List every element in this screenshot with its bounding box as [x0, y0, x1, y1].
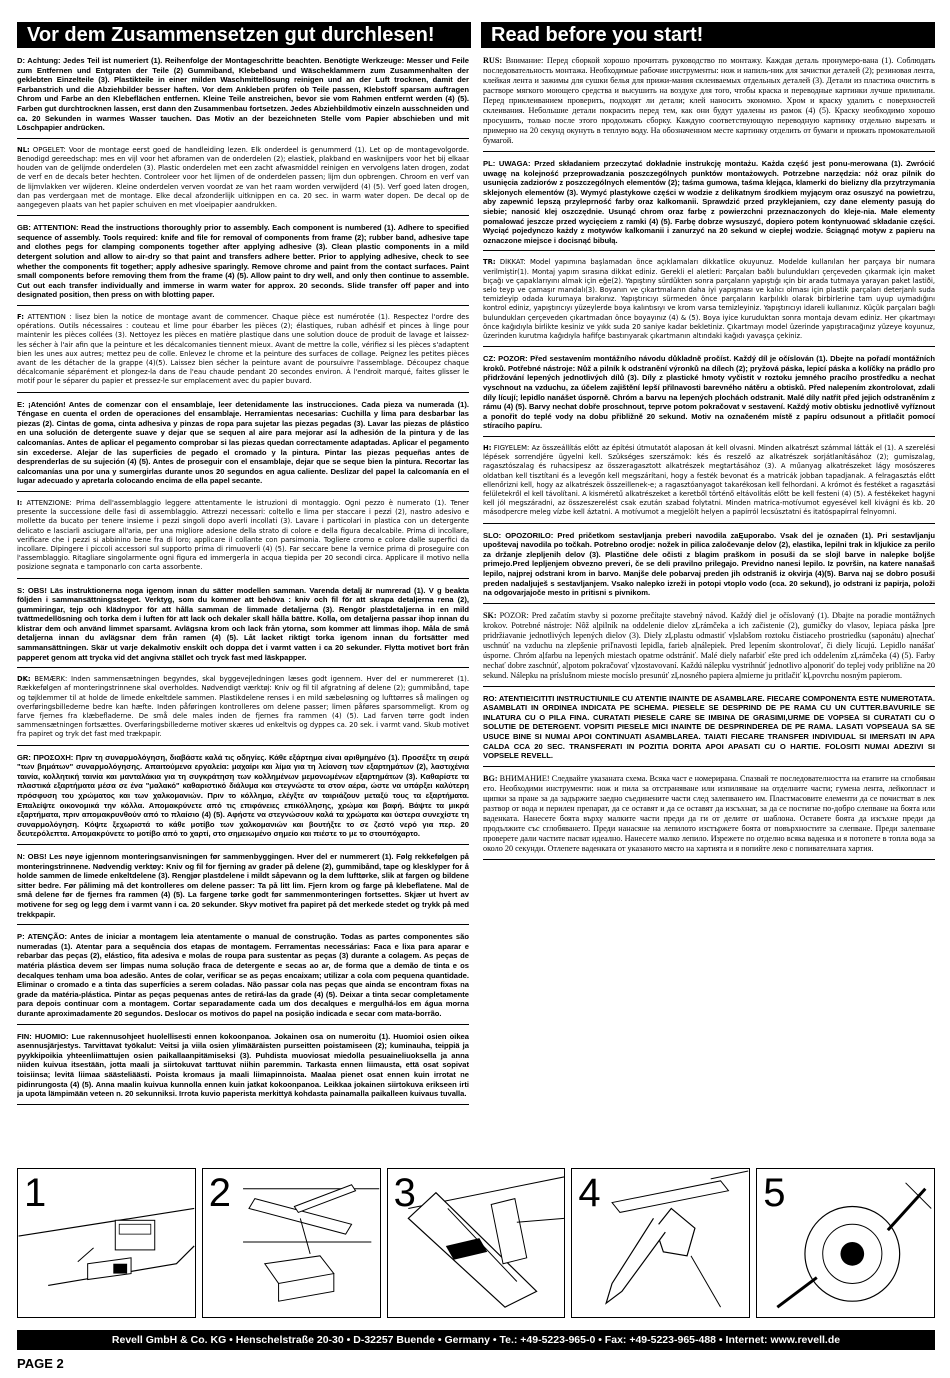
instruction-block-fin [17, 1032, 469, 1105]
language-code: GB: [17, 223, 31, 233]
instruction-block-e [17, 400, 469, 492]
language-code: FIN: [17, 1031, 32, 1041]
language-code: BG: [483, 773, 498, 783]
step-2-number: 2 [208, 1171, 232, 1215]
instruction-text: ATTENTION: Read the instructions thoroughly prior to assembly. Each component is numbered (1). Adhere to specified sequence of assembly. Tools required: knife and file for removal of components from frame (2); rubber band, adhesive tape and clothes pegs for clamping components together after applying adhesive (3). Clean plastic components in a mild detergent solution and allow to air-dry so that paint and transfers adhere better. Prior to applying adhesive, check to see whether the components fit together; apply adhesive sparingly. Remove chrome and paint from the contact surfaces. Paint small components before removing them from the frame (4) (5). Allow paint to dry well, and only then continue to assemble. Cut out each transfer individually and immerse in warm water for approx. 20 seconds. Slide transfer off paper and into designated position, then press on with blotting paper. [17, 223, 469, 300]
page-header [17, 22, 935, 48]
instruction-text: ATTENTION : lisez bien la notice de montage avant de commencer. Chaque pièce est numérotée (1). Respectez l'ordre des opérations. Outils nécessaires : couteau et lime pour ébarber les pièces (2); élastiques, ruban adhésif et pinces à linge pour maintenir les pièces collées (3). Nettoyez les pièces en matière plastique dans une solution douce de produit de lavage et laissez-les sécher à l'air afin que la peinture et les décalcomanies tiennent mieux. Avant de mettre la colle, vérifiez si les pièces s'adaptent bien les unes aux autres; mettez peu de colle. Enlevez le chrome et la peinture des surfaces de collage. Peignez les petites pièces avant de les détacher de la grappe (4)(5). Laissez bien sécher la peinture avant de poursuivre l'assemblage. Découpez chaque décalcomanie séparément et plongez-la dans de l'eau chaude pendant 20 secondes environ. À l'endroit marqué, faites glisser le motif pour le séparer du papier et pressez-le sur emplacement avec du papier buvard. [17, 312, 469, 386]
instruction-text: ATTENZIONE: Prima dell'assemblaggio leggere attentamente le istruzioni di montaggio. Ogni pezzo è numerato (1). Tener presente la successione delle fasi di assemblaggio. Attrezzi necessari: coltello e lima per staccare i pezzi (2), nastro adesivo e mollette da bucato per tenere insieme i pezzi singoli dopo averli incollati (3). Lavare i particolari in plastica con un detergente delicato e lasciarli asciugare all'aria, per una migliore adesione della strato di colore e della figura decalcabile. Prima di incollare, verificare che i pezzi si abbinino bene fra di loro; applicare il collante con parsimonia. Togliere cromo e colore dalle superfici da incollare. Dipingere i piccoli accessori sul supporto prima di rimuoverli (4) (5). Far seccare bene la vernice prima di proseguire con l'assemblaggio. Ritagliare singolarmente ogni figura ed immergerla in acqua tiepida per 20 secondi circa. Applicare il motivo nella posizione segnata e tamponarlo con carta assorbente. [17, 498, 469, 572]
instruction-block-p [17, 932, 469, 1024]
header-left-title: Vor dem Zusammensetzen gut durchlesen! [17, 22, 471, 48]
step-4-number: 4 [578, 1171, 601, 1215]
deburring-tools-icon [203, 1169, 380, 1317]
clamping-parts-icon [388, 1169, 565, 1317]
painting-on-sprue-icon [572, 1169, 749, 1317]
language-code: P: [17, 932, 25, 942]
step-5-number: 5 [763, 1171, 786, 1215]
company-footer: Revell GmbH & Co. KG • Henschelstraße 20-30 • D-32257 Buende • Germany • Te.: +49-5223-965-0 • Fax: +49-5223-965-488 • Internet: www.revell.de [17, 1330, 935, 1350]
instruction-text: OBS! Les nøye igjennom monteringsanvisningen før sammenbyggingen. Hver del er nummerert (1). Følg rekkefølgen på monteringstrinnene. Nødvendig verktøy: Kniv og fil for fjerning av grader på delene (2), gummibånd, tape og klesklyper for å holde sammen de limede enkeltdelene (3). Rengjør plastdelene i mildt såpevann og la dem lufttørke, slik at fargen og bildene sitter bedre. Før påliming må det kontrolleres om delene passer: Ta på litt lim. Fjern krom og farge på klebeflatene. Mal de små delene før de fjernes fra rammen (4) (5). La fargene tørke godt før sammenmonteringen fortsettes. Skjær ut hvert av motivene for seg og legg dem i varmt vann i ca. 20 sekunder. Skyv motivet fra papiret på det merkede stedet og trykk på med trekkpapir. [17, 852, 469, 919]
instruction-text: ВНИМАНИЕ! Следвайте указаната схема. Всяка част е номерирана. Спазвай те последователността на етапите на сглобяван ето. Необходими инструменти: нож и пила за отстраняване или изпиляване на отделните части; гумена лента, лейкопласт и щипки за пране за да задържите заедно съединените части след залепването им. Пластмасовите елементи да се почистват в лек разтвор от вода и перилен препарат, да се оставят и да се оставят да изсъхнат, за да се постигне по-добро слепване на боята или ваденката. Нанесете боята върху малките части преди да ги от делите от шаблона. Оставете боята да изсъхне преди да продължите със сглобяването. Преди нанасяне на лепилото изстържете боята от повърхностите за слепване. Преди залепване проверете дали частите пасват идеално. Нанесете малко лепило. Изрежете по отделно всяка ваденка и я потопете в топла вода за около 20 секунди. Отлепете ваденката от указаното място на хартията и я попийте леко с попивателната хартия. [483, 773, 935, 853]
instruction-block-slo [483, 531, 935, 604]
paint-detail-icon [757, 1169, 934, 1317]
right-language-column [483, 56, 935, 1158]
step-5-panel [756, 1168, 935, 1318]
instruction-block-f [17, 313, 469, 393]
language-code: DK: [17, 675, 31, 684]
language-code: H: [483, 443, 492, 452]
instruction-block-ro [483, 694, 935, 767]
illustration-steps [17, 1168, 935, 1318]
left-language-column [17, 56, 469, 1158]
instruction-text: POZOR: Před sestavením montážního návodu důkladně pročíst. Každý díl je očíslován (1). Dbejte na pořadí montážních kroků. Potřebné nástroje: Nůž a pilník k odstranění výronků na dílech (2); pryžová páska, lepicí páska a kolíčky na prádlo pro přidržování lepených jednotlivých dílů (3). Díly z plastické hmoty vyčistit v roztoku jemného pracího prostředku a nechat vyschnout na vzduchu, za účelem zajištění lepší přilnavosti barevného nátěru a obtisků. Před nalepením zkontrolovat, zdali díly lícují; lepidlo nanášet úsporně. Chróm a barvu na lepených plochách odstranit. Malé díly natřít před jejich odstraněním z rámu (4) (5). Barvy nechat dobře proschnout, teprve potom pokračovat v sestavení. Každý motiv obtisku jednotlivě vyříznout a ponořit do teplé vody na dobu přibližně 20 sekund. Motiv na označeném místě z papíru odsunout a přitlačit pomocí stíracího papíru. [483, 354, 935, 431]
instruction-block-nl [17, 146, 469, 216]
step-3-number: 3 [393, 1171, 416, 1215]
step-1-panel [17, 1168, 196, 1318]
instruction-text: Achtung: Jedes Teil ist numeriert (1). Reihenfolge der Montageschritte beachten. Benötigte Werkzeuge: Messer und Feile zum Entfernen und Entgraten der Teile (2) Gummiband, Klebeband und Wäscheklammern zum Zusammenhalten der geklebten Einzelteile (3). Plastikteile in einer milden Waschmittellösung reinigen und an der Luft trocknen, damit der Farbanstrich und die Abziehbilder besser haften. Vor dem Ankleben prüfen ob Teile passen, Klebstoff sparsam auftragen Chrom und Farbe an den Klebeflächen entfernen. Kleine Teile anstreichen, bevor sie vom Rahmen entfernt werden (4) (5). Farben gut durchtrocknen lassen, erst dann den Zusammenbau fortsetzen. Jedes Abziehbildmotiv einzeln ausschneiden und ca. 20 Sekunden in warmes Wasser tauchen. Das Motiv an der bezeichneten Stelle vom Papier abschieben und mit Löschpapier andrücken. [17, 56, 469, 133]
language-code: GR: [17, 752, 31, 762]
instruction-block-i [17, 499, 469, 579]
instruction-text: POZOR: Pred začatím stavby si pozorne prečítajte stavebný návod. Každý diel je očíslovaný (1). Dbajte na poradie montážnych krokov. Potrebné nástroje: Nôž aļpilník na oddelenie dielov zĻrámčeka a ich začistenie (2), gumičky do vlasov, lepiaca páska ļpre pridržiavanie jednotlivých lepených dielov (3). Diely zĻplastu odmastiť vļslabšom roztoku čistiaceho prostriedku (saponátu) aļnechať uschnúť na vzduchu na zlepšenie priľnavosti lepidla, farieb aļnálepiek. Pred lepením skontrolovať, či diely lícujú. Lepidlo nanášať úsporne. Chróm aļfarbu na lepených miestach opatrne odstrániť. Malé diely nafarbiť ešte pred ich oddelením zĻrámčeka (4) (5). Farby nechať dobre zaschnúť, aļpotom pokračovať vļzostavovaní. Každú nálepku vystrihnúť jednotlivo aļponoriť do teplej vody približne na 20 sekund. Nálepku na príslušnom mieste mocíslo presunúť zĻnosného papiera aļmierne ju pritlačiť kĻpovrchu nosným papierom. [483, 610, 935, 680]
instruction-block-pl [483, 159, 935, 251]
instruction-block-cz [483, 354, 935, 437]
instruction-block-gr [17, 753, 469, 845]
header-right-title: Read before you start! [481, 22, 935, 48]
language-code: PL: [483, 159, 496, 168]
instruction-text: BEMÆRK: Inden sammensætningen begyndes, skal byggevejledningen læses godt igennem. Hver del er nummereret (1). Rækkefølgen af monteringstrinnene skal overholdes. Nødvendigt værktøj: Kniv og fil til afgratning af delene (2); gummibånd, tape og tøjklemmer til at holde de limede enkeltdele sammen. Plastikdelene renses i en mild sæbeløsning og lufttørres så malingen og overføringsbillederne bedre kan hæfte. Inden påføringen kontrolleres om delene passer; limen påføres sparsommeligt. Krom og farve fjernes fra klæbefladerne. De små dele males inden de fjernes fra rammen (4) (5). Lad farven tørre godt inden sammensætningen fortsættes. Overføringsbillederne motiver skæres ud enkeltvis og dyppes ca. 20 sek. i varmt vand. Skub motivet fra papiret og tryk det fast med trækpapir. [17, 675, 469, 739]
language-code: E: [17, 399, 25, 409]
instruction-text: HUOMIO: Lue rakennusohjeet huolellisesti ennen kokoonpanoa. Jokainen osa on numeroitu (1). Huomioi osien oikea asennusjärjestys. Tarvittavat työkalut: Veitsi ja viila osien ylimääräisten purseitten poistamiseen (2); kuminauha, teippiä ja pyykkipoikia yhteenliimattujen osien paikallaanpitämiseksi (3). Puhdista muoviosat miedolla pesuaineliuoksella ja anna niiden kuivua itsestään, jotta maali ja siirtokuvat tarttuvat niihin paremmin. Tarkasta ennen liimausta, että osat sopivat toisiinsa; levitä liimaa säästeliäästi. Poista kromaus ja maali liimapinnoista. Maalaa pienet osat ennen kuin irrotat ne pidinrungosta (4) (5). Anna maalin kuivua kunnolla ennen kuin jatkat kokoonpanoa. Leikkaa jokainen siirtokuva erikseen irti ja upota lämpimään veteen n. 20 sekunniksi. Irrota kuvio paperista merkittyä kohdasta painamalla paikalleen kuivaus tuvalla. [17, 1031, 469, 1099]
language-code: I: [17, 498, 23, 507]
instruction-block-sk [483, 611, 935, 687]
instruction-text: OPOZORILO: Pred pričetkom sestavljanja preberi navodila zaĘuporabo. Vsak del je označen (1). Pri sestavljanju upoštevaj navodila po točkah. Potrebno orodje: nožek in pilica zaločevanje delov (2), elastika, lepilni trak in kljukice za perilo za držanje zlepljenih delov (3). Plastične dele očisti z blagim praškom in posuši da se slojl barve in nalepke boljše primejo.Pred lepljenjem obvezno preveri, če se deli pravilno prilegajo. Previdno nanesi lepilo. Iz površin, na katere nanašaš lepilo, najprej odstrani krom in barvo. Manjše dele pobarvaj preden jih odstraniš iz okvirja (4)(5). Barva naj se dobro posuši preden nadaljuješ s sestavljanjem. Vsako nalepko izreži in potopi vtoplo vodo (cca. 20 sekund), jo odstrani iz papirja, položi na odgovarjajoče mesto in pritisni s pivnikom. [483, 530, 935, 598]
instruction-text: ΠΡΟΣΟΧΗ: Πριν τη συναρμολόγηση, διαβάστε καλά τις οδηγίες. Κάθε εξάρτημα είναι αριθμημένο (1). Προσέξτε τη σειρά "των βημάτων" συναρμολόγησης. Απαιτούμενα εργαλεία: μαχαίρι και λίμα για τη λείανση των εξαρτημάτων (2), λαστιχένια ταινία, κολλητική ταινία και μανταλάκια για τη συγκράτηση των κολλημένων μεμονωμένων εξαρτημάτων (3). Καθαρίστε τα πλαστικά εξαρτήματα μέσα σε ένα "μαλακό" καθαριστικό διάλυμα και στεγνώστε τα στον αέρα, ώστε να υπάρξει καλύτερη πρόσφυση του χρώματος και των χαλκομανιών. Πριν το κόλλημα, ελέγξτε αν ταιριάζουν μεταξύ τους τα εξαρτήματα. Επαλείψτε οικονομικά την κόλλα. Απομακρύνετε από τις επιφάνειες επικόλλησης, χρώμα και βαφή. Βάψτε τα μικρά εξαρτήματα, πριν απομακρυνθούν από το πλαίσιο (4) (5). Αφήστε να στεγνώσουν καλά τα χρώματα και ύστερα συνεχίστε τη συναρμολόγηση. Κόψτε ξεχωριστά το κάθε μοτίβο των χαλκομανιών και βουτήξτε το σε ζεστό νερό για περ. 20 δευτερόλεπτα. Απομακρύνετε το μοτίβο από το χαρτί, στο σημειωμένο σημείο και πιέστε το με το στουπόχαρτο. [17, 752, 469, 839]
step-4-panel [571, 1168, 750, 1318]
instruction-block-dk [17, 675, 469, 745]
instruction-block-n [17, 852, 469, 925]
instruction-text: UWAGA: Przed składaniem przeczytać dokładnie instrukcję montażu. Każda część jest ponu-merowana (1). Zwrócić uwagę na kolejność przeprowadzania poszczególnych punktów montażowych. Potrzebne narzędzia: nóż oraz pilnik do usunięcia zadziorów z poszczególnych elementów (2); taśma gumowa, taśma klejąca, klamerki do bielizny dla przytrzymania sklejonych elementów (3). Wymyć plastykowe części w wodzie z delikatnym środkiem myjącym oraz osuszyć na powietrzu, aby zapewnić lepszą przyleprność farby oraz kalkomanii. Sprawdzić przed przyklejaniem, czy dane elementy pasują do siebie; nanosić klej oszczędnie. Usunąć chrom oraz farbę z powierzchni przeznaczonych do kleje-nia. Małe elementy pomalować jeszcze przed wycięciem z ramki (4) (5). Farbę dobrze wysuszyć, dopiero potem kontynuować składanie części. Wyciąć pojedynczo każdy z motywów kalkomanii i zanurzyć na 20 sekund w ciepłej wodzie. Ściągnąć motyw z papieru na oznaczone miejsce i docisnąć bibułą. [483, 159, 935, 245]
numbered-part-icon [18, 1169, 195, 1317]
page-number: PAGE 2 [17, 1356, 64, 1371]
language-code: SLO: [483, 530, 502, 540]
language-code: NL: [17, 145, 30, 154]
instruction-block-h [483, 444, 935, 524]
instruction-text: Внимание: Перед сборкой хорошо прочитать руководство по монтажу. Каждая деталь пронумеро-вана (1). Соблюдать последовательность монтажа. Необходимые рабочие инструменты: нож и напиль-ник для зачистки деталей (2); резиновая лента, клейкая лента и зажимы для сушки белья для прижи-мания склеиваемых отдельных деталей (3). Детали из пластика очистить в растворе мягкого моющего средства и высушить на воздухе для того, чтобы краска и переводные картинки лучше прилипали. Перед приклеиванием проверить, подходят ли детали; клей наносить экономно. Хром и краску удалить с поверхностей склеивания. Небольшие детали покрасить перед тем, как они будут удалены из рамок (4) (5). Краску необходимо хорошо просушить, только после этого продолжать сборку. Каждую соответствующую переводную картинку отдельно вырезать и примерно на 20 секунд окунуть в теплую воду. На обозначенном месте картинку отделить от бумаги и прижать промокательной бумагой. [483, 56, 935, 145]
instruction-text: OPGELET: Voor de montage eerst goed de handleiding lezen. Elk onderdeel is genummerd (1). Let op de montagevolgorde. Benodigd gereedschap: mes en vijl voor het afbramen van de onderdelen (2); elastiek, plakband en wasknijpers voor het bij elkaar houden van de gelijmde onderdelen (3). Plastic onderdelen met een zacht afwasmiddel reinigen en vervolgens laten drogen, zodat de verf en de decals beter hechten. Controleer voor het lijmen of de onderdelen passen; lijm dun opbrengen. Chroom en verf van de lijmvlakken ver wijderen. Kleine onderdelen verven voordat ze van het raam worden verwijderd (4) (5). Verf goed laten drogen, dan pas verdergaan met de montage. Elke decal afzonderlijk uitknippen en ca. 20 sec. in warm water dopen. De decal op de aangegeven plaats van het papier schuiven en met vloeipapier aandrukken. [17, 145, 469, 209]
language-code: F: [17, 312, 24, 321]
instruction-columns [17, 56, 935, 1158]
step-3-panel [387, 1168, 566, 1318]
instruction-text: FIGYELEM: Az összeállítás előtt az építési útmutatót alaposan át kell olvasni. Minden alkatrészt számmal látták el (1). A szerelési lépések sorrendjére ügyelni kell. Szükséges szerszámok: kés és reszelő az alkatrészek sorjátlanításához (2); gumiszalag, ragasztószalag és ruhacsipesz az összeragasztott alkatrészek megtartásához (3). A műanyag alkatrészeket lágy mosószeres oldatban kell tisztítani és a levegőn kell megszárítani, hogy a festék bevonat és a matricák jobban tapadjanak. A felragasztás előtt ellenőrizni kell, hogy az alkatrészek összeillenek-e; a ragasztóanyagot takarékosan kell felhordani. A krómot és festéket a ragasztási felületekről el kell távolítani. A kisméretű alkatrészeket a keretből történő eltávolítás előtt be kell festeni (4) (5). A festékeket hagyni kell jól megszáradni, az összeszerelést csak ezután szabad folytatni. Minden matrica-motívumot egyesével kell kivágni és kb. 20 másodpercre meleg vízbe kell áztatni. A motívumot a megjelölt helyen a papírról lecsúsztatni és itatóspapírral felnyomni. [483, 443, 935, 517]
instruction-block-d [17, 56, 469, 139]
language-code: S: [17, 585, 25, 595]
language-code: D: [17, 56, 26, 65]
instruction-block-tr [483, 258, 935, 347]
instruction-text: DİKKAT: Model yapımına başlamadan önce açıklamaları dikkatlice okuyunuz. Modelde kullanılan her parçaya bir numara verilmiştir(1). Montaj yapım sırasına dikkat ediniz. Gerekli el aletleri: Parçaları baðlı bulundukları çerçeveden çıkarmak için maket bıçağı ve çapaklarıyını almak için eğe(2). Yapıştırıy sürdükten sonra parçaların yapıştığı ıçin bir arada tutmaya yarayan paket lastiði, selo teyp ve çamaşır mandalı(3). Boyanın ve çıkartmaların daha iyi yapışması ve kalıcı olması için plastik parçaları deterjanlı suda temizleyip odada kurumaya bırakınız. Yapıştırıcıyı sürmeden önce parçaların karþılıklı olarak birbirlerine tam uyup uymadığını kontrol ediniz, yapıştırıcıyı yüzeylerde boya kalıntısıyı ve krom varsa temizleyiniz. Yapıştırıcıyı idareli kullanınız. Küçük parçaları bağlı bulundukları çerçeveden çıkartmadan önce boyayınız (4) & (5). Boya iyice kuruduktan sonra montaja devam ediniz. Her çıkartmayı önce kağıdıyla birlikte kesiniz ve yıkk suda 20 saniye kadar bekletiniz. Çıkartmayı model üzerinde yapıştıracağınız yüzeye koyunuz, üzerinden kurutma kağıdıyla hafifçe bastırıyarak çıkartmanın altındaki kağıdı yavaşça çekiniz. [483, 258, 935, 340]
language-code: RO: [483, 693, 497, 703]
instruction-text: ATENTIE!CITITI INSTRUCTIUNILE CU ATENTIE INAINTE DE ASAMBLARE. FIECARE COMPONENTA ESTE NUMEROTATA. ASAMBLATI IN ORDINEA INDICATA PE SCHEMA. PIESELE SE DESPRIND DE PE RAMA CU UN CUTTER.BAVURILE SE INLATURA CU O PILA FINA. CURATATI PIESELE CARE SE IMBINA DE GRASIMI,URME DE VOPSEA SI CURATATI CU O SOLUTIE DE DETERGENT. VOPSITI PIESELE MICI INAINTE DE DESPRINDEREA DE PE RAMA. LASATI VOPSEAUA SA SE USUCE BINE SI NUMAI APOI CONTINUATI ASAMBLAREA. TAIATI FIECARE TRANSFER INDIVIDUAL SI IMERSATI IN APA CALDA CCA 20 SEC. TRANSFERATI IN POZITIA DORITA APOI APASATI CU O HARTIE. FOLOSITI NUMAI ADEZIVI SI VOPSELE REVELL. [483, 693, 935, 761]
language-code: CZ: [483, 354, 496, 364]
language-code: SK: [483, 610, 497, 620]
instruction-block-rus [483, 56, 935, 152]
step-2-panel [202, 1168, 381, 1318]
instruction-text: ¡Atención! Antes de comenzar con el ensamblaje, leer detenidamente las instrucciones. Cada pieza va numerada (1). Téngase en cuenta el orden de operaciones del ensamblaje. Herramientas necesarias: Cuchilla y lima para desbarbar las piezas (2). Cintas de goma, cinta adhesiva y pinzas de ropa para sujetar las piezas pegadas (3). Lavar las piezas de plástico en una solución de detergente suave y dejar que se sequen al aire para mejorar así la adhesión de la pintura y de las calcomanías. Antes de aplicar el pegamento comprobar si las piezas quedan correctamente adaptadas. Aplicar el pegamento sin excederse. Alejar de las superficies de pegado el cromado y la pintura. Pintar las piezas pequeñas antes de desprenderlas de su sujeción (4) (5). Antes de proseguir con el ensamblaje, dejar que se seque bien la pintura. Recortar las calcomanías una por una y sumergirlas durante unos 20 segundos en agua caliente. Deslizar del papel la calcomanía en el lugar adecuado y apretarla colocando encima de ella papel secante. [17, 399, 469, 486]
language-code: TR: [483, 258, 496, 267]
instruction-text: ATENÇÃO: Antes de iniciar a montagem leia atentamente o manual de construção. Todas as partes componentes são numeradas (1). Atentar para a sequência dos etapas de montagem. Ferramentas necessárias: Faca e lixa para aparar e rebarbar das peças (2), elástico, fita adesiva e molas de roupa para sustentar as peças (3) durante a colagem. As peças de matéria plástica devem ser limpas numa solução fraca de detergente e secas ao ar, de forma que a demão de tinta e os decalques tenham uma boa adesão. Antes de colar, verificar se as peças encaixam; utilizar a cola com pequena quantidade. Eliminar o cromado e a tinta das superfícies a serem coladas. Não passar cola nas peças que ainda se encontram fixas na grade da matéria-plástica. Pintar as peças pequenas antes de retirá-las da grade (4) (5). Deixar a tinta secar completamente para depois continuar com a montagem. Cortar separadamente cada um dos decalques e mergulhá-los em água morna durante aproximadamente 20 segundos. Deslocar os motivos do papel na posição indicada e secar com mata-borrão. [17, 932, 469, 1018]
instruction-text: OBS! Läs instruktionerna noga igenom innan du sätter modellen samman. Varenda detalj är numrerad (1). V g beakta följden i sammansättningssteget. Verktyg, som du kommer att behöva : kniv och fil för att skrapa detaljerna rena (2), gummiringar, tejp och klädnypor för att hålla samman de limmade detaljerna (3). Rengör plastdetaljerna in en mild tvättmedellösning och torka dem i luften för att lack och dekaler skall hålla bättre. Kolla, om detaljerna passar ihop innan du klistrar dem och använd limmet sparsamt. Avlägsna krom och lack från ytorna, som kommer att limmas ihop. Måla de små detaljerna innan du avlägsnar dem från ramen (4) (5). Låt lacket riktigt torka igenom innan du fortsätter med sammansättningen. Skär ut varje dekalmotiv enskilt och doppa det i varmt vatten i ca 20 sekunder. Flytta motivet bort från papperet genom att trycka vid det angivna stället och tryck fast med läskpapper. [17, 585, 469, 662]
step-1-number: 1 [24, 1171, 47, 1215]
language-code: RUS: [483, 56, 503, 65]
instruction-block-gb [17, 223, 469, 306]
language-code: N: [17, 852, 26, 862]
instruction-block-s [17, 586, 469, 669]
instruction-block-bg [483, 774, 935, 860]
